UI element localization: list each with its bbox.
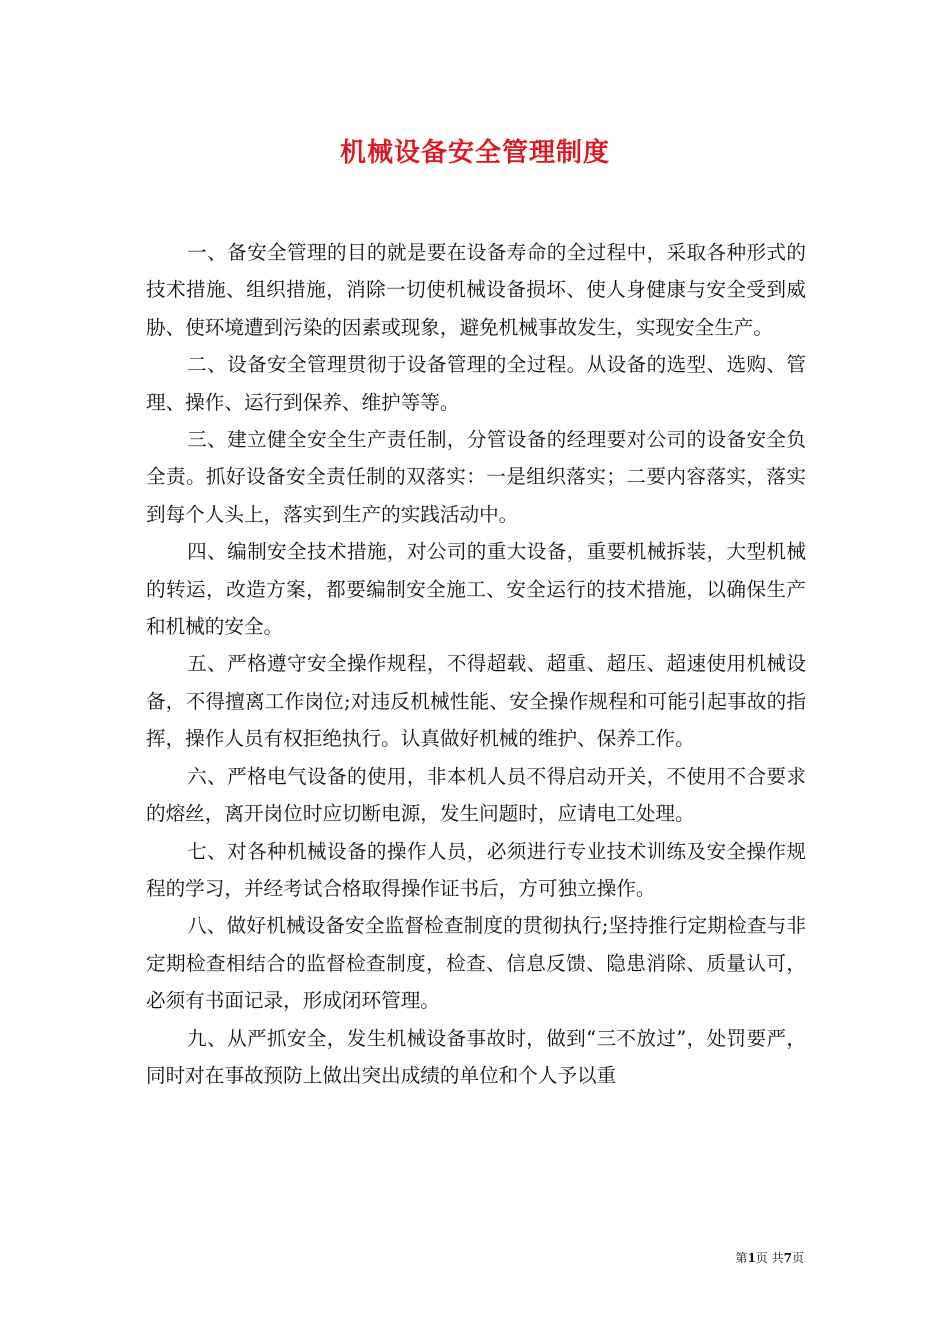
paragraph-2: 二、设备安全管理贯彻于设备管理的全过程。从设备的选型、选购、管理、操作、运行到保养、维护等等。 <box>146 353 806 414</box>
document-title: 机械设备安全管理制度 <box>339 138 610 168</box>
paragraph-9: 九、从严抓安全，发生机械设备事故时，做到“三不放过”，处罚要严，同时对在事故预防上做出突出成绩的单位和个人予以重 <box>146 1026 806 1087</box>
footer-prefix: 第 <box>735 1251 748 1265</box>
total-pages-number: 7 <box>783 1251 792 1265</box>
paragraph-5: 五、严格遵守安全操作规程，不得超载、超重、超压、超速使用机械设备，不得擅离工作岗位;对违反机械性能、安全操作规程和可能引起事故的指挥，操作人员有权拒绝执行。认真做好机械的维护、保养工作。 <box>146 652 806 751</box>
paragraph-6: 六、严格电气设备的使用，非本机人员不得启动开关，不使用不合要求的熔丝，离开岗位时应切断电源，发生问题时，应请电工处理。 <box>146 764 806 826</box>
paragraph-3: 三、建立健全安全生产责任制，分管设备的经理要对公司的设备安全负全责。抓好设备安全责任制的双落实：一是组织落实；二要内容落实，落实到每个人头上，落实到生产的实践活动中。 <box>146 428 806 526</box>
paragraph-4: 四、编制安全技术措施，对公司的重大设备，重要机械拆装，大型机械的转运，改造方案，都要编制安全施工、安全运行的技术措施，以确保生产和机械的安全。 <box>146 540 806 639</box>
current-page-number: 1 <box>747 1251 756 1265</box>
paragraph-1: 一、备安全管理的目的就是要在设备寿命的全过程中，采取各种形式的技术措施、组织措施，消除一切使机械设备损坏、使人身健康与安全受到威胁、使环境遭到污染的因素或现象，避免机械事故发生，实现安全生产。 <box>146 241 806 339</box>
paragraph-8: 八、做好机械设备安全监督检查制度的贯彻执行;坚持推行定期检查与非定期检查相结合的监督检查制度，检查、信息反馈、隐患消除、质量认可，必须有书面记录，形成闭环管理。 <box>146 914 806 1013</box>
footer-middle: 页 共 <box>755 1251 784 1265</box>
page-footer <box>735 1249 804 1266</box>
document-body <box>146 234 806 1094</box>
footer-suffix: 页 <box>791 1251 804 1265</box>
paragraph-7: 七、对各种机械设备的操作人员，必须进行专业技术训练及安全操作规程的学习，并经考试合格取得操作证书后，方可独立操作。 <box>146 839 806 900</box>
